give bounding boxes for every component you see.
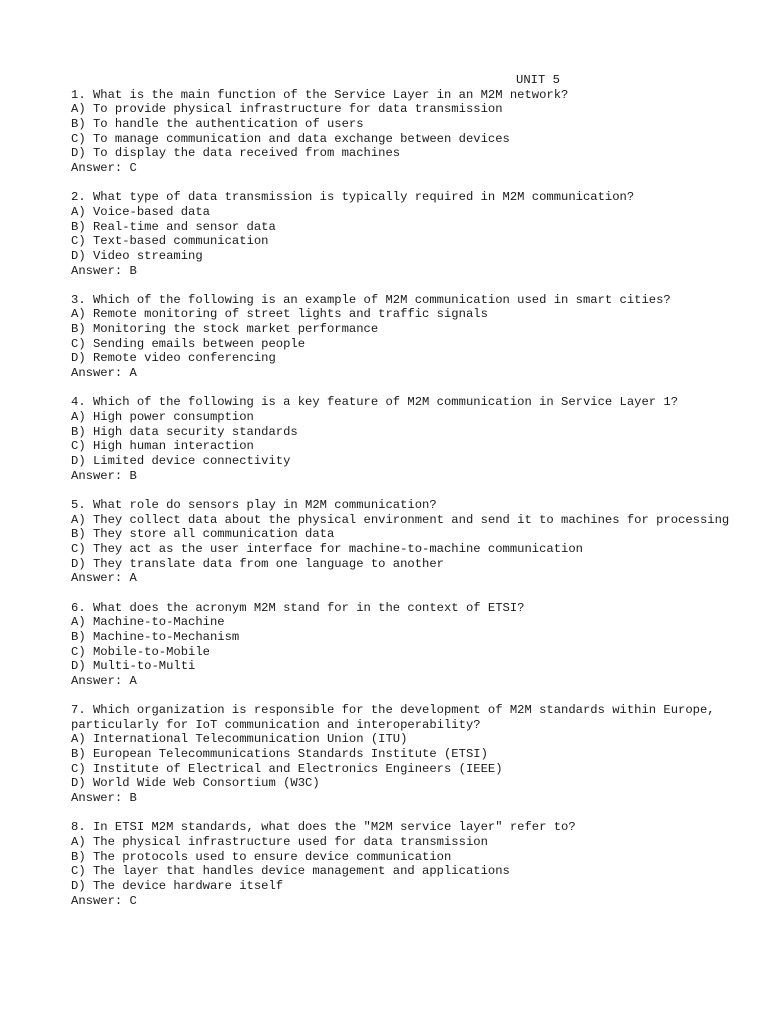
option-a: A) Machine-to-Machine (71, 615, 225, 630)
option-d: D) Video streaming (71, 248, 203, 263)
answer-line: Answer: A (71, 571, 137, 586)
option-c: C) Text-based communication (71, 234, 269, 249)
option-a: A) Voice-based data (71, 204, 210, 219)
option-b: B) The protocols used to ensure device communication (71, 849, 452, 864)
answer-line: Answer: A (71, 366, 137, 381)
option-a: A) Remote monitoring of street lights and traffic signals (71, 307, 488, 322)
question-text: 4. Which of the following is a key feature of M2M communication in Service Layer 1? (71, 395, 679, 410)
question-text: 1. What is the main function of the Service Layer in an M2M network? (71, 87, 569, 102)
question-block-2 (71, 190, 751, 278)
option-c: C) Mobile-to-Mobile (71, 644, 210, 659)
unit-title: UNIT 5 (516, 73, 560, 87)
option-a: A) International Telecommunication Union (ITU) (71, 732, 408, 747)
question-block-8 (71, 820, 751, 908)
option-b: B) Real-time and sensor data (71, 219, 276, 234)
option-a: A) The physical infrastructure used for data transmission (71, 835, 488, 850)
question-block-6 (71, 601, 751, 689)
question-text: 8. In ETSI M2M standards, what does the "M2M service layer" refer to? (71, 820, 576, 835)
option-b: B) High data security standards (71, 424, 298, 439)
answer-line: Answer: C (71, 160, 137, 175)
question-block-3 (71, 293, 751, 381)
option-d: D) World Wide Web Consortium (W3C) (71, 776, 320, 791)
option-c: C) Institute of Electrical and Electronics Engineers (IEEE) (71, 761, 503, 776)
option-c: C) They act as the user interface for machine-to-machine communication (71, 541, 583, 556)
question-block-1 (71, 88, 751, 176)
answer-line: Answer: B (71, 468, 137, 483)
option-b: B) Monitoring the stock market performance (71, 322, 379, 337)
document-page (71, 73, 751, 923)
option-d: D) Limited device connectivity (71, 454, 291, 469)
question-text: 5. What role do sensors play in M2M communication? (71, 497, 437, 512)
question-text: 6. What does the acronym M2M stand for in the context of ETSI? (71, 600, 525, 615)
question-text: 7. Which organization is responsible for the development of M2M standards within Europe, particularly for IoT communication and interoperability? (71, 703, 722, 732)
option-b: B) To handle the authentication of users (71, 116, 364, 131)
option-a: A) They collect data about the physical environment and send it to machines for processing (71, 512, 730, 527)
option-c: C) To manage communication and data exchange between devices (71, 131, 510, 146)
option-a: A) To provide physical infrastructure for data transmission (71, 102, 503, 117)
answer-line: Answer: A (71, 673, 137, 688)
answer-line: Answer: B (71, 791, 137, 806)
question-text: 2. What type of data transmission is typically required in M2M communication? (71, 190, 635, 205)
option-a: A) High power consumption (71, 410, 254, 425)
option-b: B) European Telecommunications Standards Institute (ETSI) (71, 747, 488, 762)
option-c: C) Sending emails between people (71, 336, 306, 351)
option-d: D) Remote video conferencing (71, 351, 276, 366)
question-block-7 (71, 703, 751, 806)
option-d: D) To display the data received from machines (71, 146, 401, 161)
question-text: 3. Which of the following is an example of M2M communication used in smart cities? (71, 292, 671, 307)
option-c: C) The layer that handles device management and applications (71, 864, 510, 879)
option-b: B) Machine-to-Mechanism (71, 629, 240, 644)
question-block-4 (71, 395, 751, 483)
answer-line: Answer: B (71, 263, 137, 278)
question-block-5 (71, 498, 751, 586)
answer-line: Answer: C (71, 893, 137, 908)
option-d: D) The device hardware itself (71, 878, 284, 893)
option-b: B) They store all communication data (71, 527, 335, 542)
option-d: D) Multi-to-Multi (71, 659, 196, 674)
option-d: D) They translate data from one language to another (71, 556, 444, 571)
option-c: C) High human interaction (71, 439, 254, 454)
